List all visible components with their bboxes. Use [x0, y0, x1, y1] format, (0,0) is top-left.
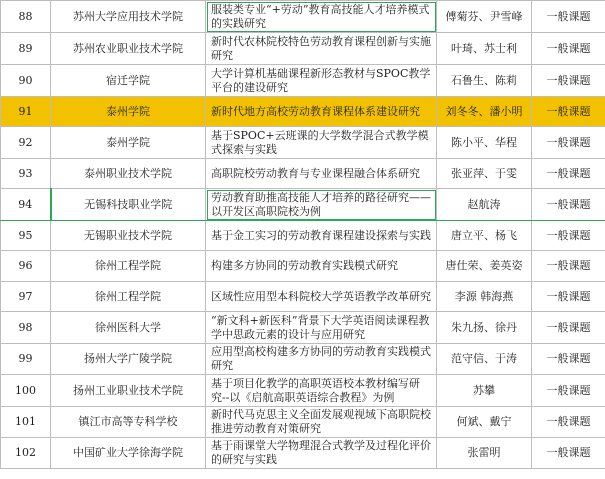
principal-investigators-cell[interactable]: 张亚萍、于雯 — [437, 159, 532, 189]
principal-investigators-cell[interactable]: 苏攀 — [437, 375, 532, 407]
school-cell[interactable]: 无锡职业技术学院 — [51, 221, 206, 251]
principal-investigators-cell[interactable]: 张雷明 — [437, 438, 532, 469]
project-title-cell[interactable]: 新时代地方高校劳动教育课程体系建设研究 — [206, 97, 437, 127]
school-cell[interactable]: 扬州工业职业技术学院 — [51, 375, 206, 407]
table-body — [1, 1, 605, 469]
table-row[interactable] — [1, 127, 605, 159]
category-cell[interactable]: 一般课题 — [532, 189, 605, 221]
row-number-cell[interactable]: 97 — [1, 282, 51, 312]
principal-investigators-cell[interactable]: 李源 韩海燕 — [437, 282, 532, 312]
category-cell[interactable]: 一般课题 — [532, 251, 605, 282]
table-row[interactable] — [1, 1, 605, 33]
table-row[interactable] — [1, 159, 605, 189]
principal-investigators-cell[interactable]: 叶琦、苏士利 — [437, 33, 532, 65]
principal-investigators-cell[interactable]: 唐立平、杨飞 — [437, 221, 532, 251]
category-cell[interactable]: 一般课题 — [532, 407, 605, 438]
school-cell[interactable]: 苏州大学应用技术学院 — [51, 1, 206, 33]
category-cell[interactable]: 一般课题 — [532, 1, 605, 33]
principal-investigators-cell[interactable]: 何斌、戴宁 — [437, 407, 532, 438]
table-row[interactable] — [1, 97, 605, 127]
school-cell[interactable]: 徐州医科大学 — [51, 312, 206, 344]
school-cell[interactable]: 泰州学院 — [51, 127, 206, 159]
table-row[interactable] — [1, 344, 605, 375]
school-cell[interactable]: 镇江市高等专科学校 — [51, 407, 206, 438]
row-number-cell[interactable]: 89 — [1, 33, 51, 65]
category-cell[interactable]: 一般课题 — [532, 159, 605, 189]
project-title-cell[interactable]: 大学计算机基础课程新形态教材与SPOC教学平台的建设研究 — [206, 65, 437, 97]
category-cell[interactable]: 一般课题 — [532, 312, 605, 344]
category-cell[interactable]: 一般课题 — [532, 65, 605, 97]
project-title-cell[interactable]: 高职院校劳动教育与专业课程融合体系研究 — [206, 159, 437, 189]
school-cell[interactable]: 泰州学院 — [51, 97, 206, 127]
project-title-cell[interactable]: 劳动教育助推高技能人才培养的路径研究——以开发区高职院校为例 — [206, 189, 437, 221]
category-cell[interactable]: 一般课题 — [532, 344, 605, 375]
principal-investigators-cell[interactable]: 傅菊芬、尹雪峰 — [437, 1, 532, 33]
school-cell[interactable]: 徐州工程学院 — [51, 282, 206, 312]
school-cell[interactable]: 徐州工程学院 — [51, 251, 206, 282]
principal-investigators-cell[interactable]: 刘冬冬、潘小明 — [437, 97, 532, 127]
table-row[interactable] — [1, 282, 605, 312]
category-cell[interactable]: 一般课题 — [532, 282, 605, 312]
principal-investigators-cell[interactable]: 赵航涛 — [437, 189, 532, 221]
row-number-cell[interactable]: 102 — [1, 438, 51, 469]
category-cell[interactable]: 一般课题 — [532, 97, 605, 127]
table-row[interactable] — [1, 407, 605, 438]
school-cell[interactable]: 扬州大学广陵学院 — [51, 344, 206, 375]
row-number-cell[interactable]: 95 — [1, 221, 51, 251]
project-title-cell[interactable]: 新时代农林院校特色劳动教育课程创新与实施研究 — [206, 33, 437, 65]
school-cell[interactable]: 宿迁学院 — [51, 65, 206, 97]
table-row[interactable] — [1, 375, 605, 407]
principal-investigators-cell[interactable]: 陈小平、华程 — [437, 127, 532, 159]
table-row[interactable] — [1, 189, 605, 221]
table-row[interactable] — [1, 251, 605, 282]
row-number-cell[interactable]: 96 — [1, 251, 51, 282]
table-row[interactable] — [1, 438, 605, 469]
row-number-cell[interactable]: 93 — [1, 159, 51, 189]
project-title-cell[interactable]: 新时代马克思主义全面发展观视域下高职院校推进劳动教育对策研究 — [206, 407, 437, 438]
principal-investigators-cell[interactable]: 范守信、于涛 — [437, 344, 532, 375]
category-cell[interactable]: 一般课题 — [532, 221, 605, 251]
category-cell[interactable]: 一般课题 — [532, 438, 605, 469]
row-number-cell[interactable]: 100 — [1, 375, 51, 407]
row-number-cell[interactable]: 91 — [1, 97, 51, 127]
school-cell[interactable]: 苏州农业职业技术学院 — [51, 33, 206, 65]
table-row[interactable] — [1, 33, 605, 65]
row-number-cell[interactable]: 98 — [1, 312, 51, 344]
category-cell[interactable]: 一般课题 — [532, 375, 605, 407]
project-title-cell[interactable]: “新文科+新医科”背景下大学英语阅读课程教学中思政元素的设计与应用研究 — [206, 312, 437, 344]
project-title-cell[interactable]: 基于金工实习的劳动教育课程建设探索与实践 — [206, 221, 437, 251]
principal-investigators-cell[interactable]: 朱九扬、徐丹 — [437, 312, 532, 344]
school-cell[interactable]: 泰州职业技术学院 — [51, 159, 206, 189]
table-row[interactable] — [1, 312, 605, 344]
school-cell[interactable]: 中国矿业大学徐海学院 — [51, 438, 206, 469]
category-cell[interactable]: 一般课题 — [532, 127, 605, 159]
category-cell[interactable]: 一般课题 — [532, 33, 605, 65]
row-number-cell[interactable]: 88 — [1, 1, 51, 33]
table-row[interactable] — [1, 65, 605, 97]
principal-investigators-cell[interactable]: 唐仕荣、姜英姿 — [437, 251, 532, 282]
table-row[interactable] — [1, 221, 605, 251]
project-title-cell[interactable]: 服装类专业“+劳动”教育高技能人才培养模式的实践研究 — [206, 1, 437, 33]
row-number-cell[interactable]: 99 — [1, 344, 51, 375]
project-title-cell[interactable]: 基于雨课堂大学物理混合式教学及过程化评价的研究与实践 — [206, 438, 437, 469]
project-title-cell[interactable]: 基于SPOC+云班课的大学数学混合式教学模式探索与实践 — [206, 127, 437, 159]
school-cell[interactable]: 无锡科技职业学院 — [51, 189, 206, 221]
project-title-cell[interactable]: 构建多方协同的劳动教育实践模式研究 — [206, 251, 437, 282]
row-number-cell[interactable]: 101 — [1, 407, 51, 438]
row-number-cell[interactable]: 90 — [1, 65, 51, 97]
row-number-cell[interactable]: 92 — [1, 127, 51, 159]
principal-investigators-cell[interactable]: 石鲁生、陈莉 — [437, 65, 532, 97]
project-title-cell[interactable]: 区域性应用型本科院校大学英语教学改革研究 — [206, 282, 437, 312]
project-title-cell[interactable]: 应用型高校构建多方协同的劳动教育实践模式研究 — [206, 344, 437, 375]
project-title-cell[interactable]: 基于项目化教学的高职英语校本教材编写研究--以《启航高职英语综合教程》为例 — [206, 375, 437, 407]
row-number-cell[interactable]: 94 — [1, 189, 51, 221]
